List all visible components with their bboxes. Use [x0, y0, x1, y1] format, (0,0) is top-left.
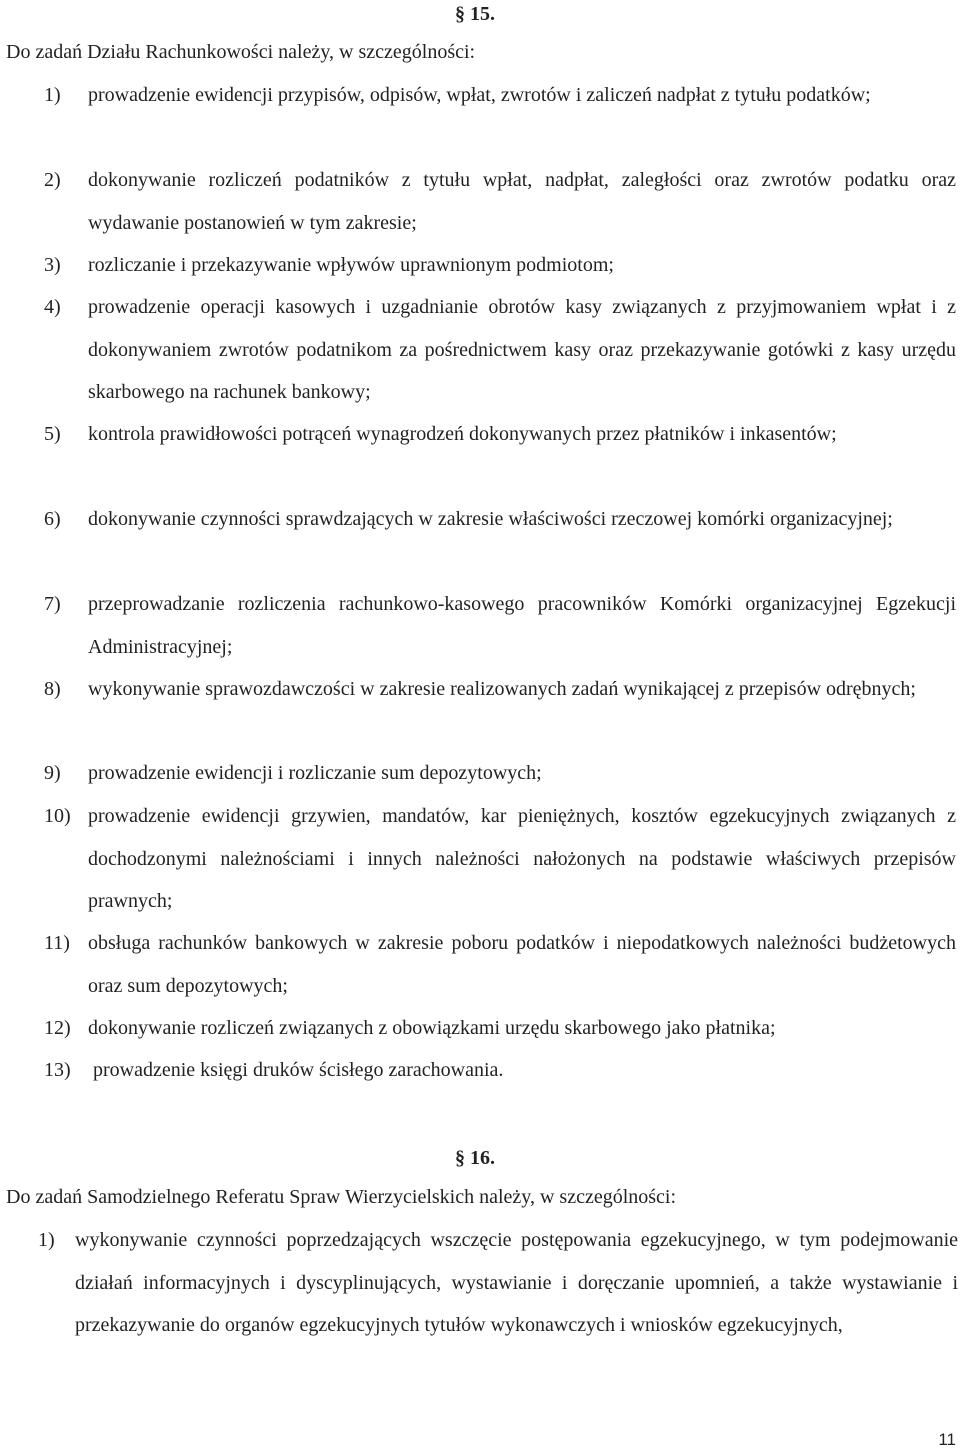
- list-item: [44, 413, 956, 456]
- section-16-heading: § 16.: [455, 1147, 495, 1169]
- item-number: 7): [44, 593, 61, 615]
- list-item: [44, 668, 956, 711]
- item-text: dokonywanie rozliczeń podatników z tytułu wpłat, nadpłat, zaległości oraz zwrotów podatku oraz wydawanie postanowień w tym zakresie;: [88, 169, 956, 234]
- list-item: [44, 286, 956, 414]
- item-number: 12): [44, 1017, 71, 1039]
- list-item: [44, 922, 956, 1007]
- item-number: 13): [44, 1059, 71, 1081]
- item-text: prowadzenie ewidencji i rozliczanie sum depozytowych;: [88, 762, 542, 784]
- item-number: 3): [44, 254, 61, 276]
- item-text: kontrola prawidłowości potrąceń wynagrodzeń dokonywanych przez płatników i inkasentów;: [88, 423, 837, 445]
- item-number: 2): [44, 169, 61, 191]
- item-number: 5): [44, 423, 61, 445]
- item-number: 9): [44, 762, 61, 784]
- item-number: 11): [44, 932, 70, 954]
- item-text: dokonywanie rozliczeń związanych z obowiązkami urzędu skarbowego jako płatnika;: [88, 1017, 776, 1039]
- list-item: [44, 1007, 956, 1050]
- item-text: dokonywanie czynności sprawdzających w zakresie właściwości rzeczowej komórki organizacyjnej;: [88, 508, 893, 530]
- item-text: prowadzenie ewidencji grzywien, mandatów, kar pieniężnych, kosztów egzekucyjnych związanych z dochodzonymi należnościami i innych należności nałożonych na podstawie właściwych przepisów prawnych;: [88, 805, 956, 912]
- section-16-intro: Do zadań Samodzielnego Referatu Spraw Wierzycielskich należy, w szczególności:: [6, 1186, 677, 1208]
- item-text: przeprowadzanie rozliczenia rachunkowo-kasowego pracowników Komórki organizacyjnej Egzekucji Administracyjnej;: [88, 593, 956, 658]
- item-number: 1): [44, 84, 61, 106]
- item-text: prowadzenie operacji kasowych i uzgadnianie obrotów kasy związanych z przyjmowaniem wpłat i z dokonywaniem zwrotów podatnikom za pośrednictwem kasy oraz przekazywanie gotówki z kasy urzędu skarbowego na rachunek bankowy;: [88, 296, 956, 403]
- item-number: 4): [44, 296, 61, 318]
- list-item: [44, 795, 956, 923]
- section-15-heading: § 15.: [455, 3, 495, 25]
- page-number: 11: [938, 1430, 956, 1449]
- item-text: prowadzenie księgi druków ścisłego zarachowania.: [93, 1059, 504, 1081]
- list-item: [38, 1219, 958, 1347]
- item-text: wykonywanie sprawozdawczości w zakresie realizowanych zadań wynikającej z przepisów odrębnych;: [88, 678, 916, 700]
- list-item: [44, 752, 956, 795]
- list-item: [44, 159, 956, 244]
- item-number: 8): [44, 678, 61, 700]
- item-number: 1): [38, 1229, 55, 1251]
- section-15-intro: Do zadań Działu Rachunkowości należy, w szczególności:: [6, 41, 476, 63]
- list-item: [44, 498, 956, 541]
- list-item: [44, 583, 956, 668]
- item-text: prowadzenie ewidencji przypisów, odpisów, wpłat, zwrotów i zaliczeń nadpłat z tytułu podatków;: [88, 84, 871, 106]
- item-text: obsługa rachunków bankowych w zakresie poboru podatków i niepodatkowych należności budżetowych oraz sum depozytowych;: [88, 932, 956, 997]
- list-item: [44, 74, 956, 117]
- item-text: wykonywanie czynności poprzedzających wszczęcie postępowania egzekucyjnego, w tym podejmowanie działań informacyjnych i dyscyplinujących, wystawianie i doręczanie upomnień, a także wystawianie i przekazywanie do organów egzekucyjnych tytułów wykonawczych i wniosków egzekucyjnych,: [75, 1229, 958, 1336]
- list-item: [44, 1049, 956, 1092]
- item-number: 10): [44, 805, 71, 827]
- item-text: rozliczanie i przekazywanie wpływów uprawnionym podmiotom;: [88, 254, 614, 276]
- list-item: [44, 244, 956, 287]
- item-number: 6): [44, 508, 61, 530]
